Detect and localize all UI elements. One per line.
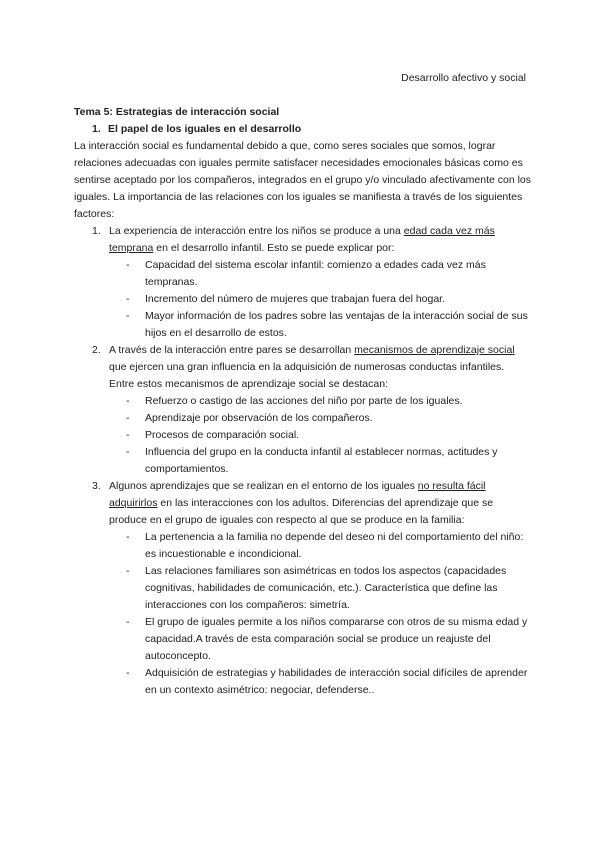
intro-paragraph: La interacción social es fundamental debido a que, como seres sociales que somos, lograr relaciones adecuadas con iguales permite satisfacer necesidades emocionales básicas como es sentirse aceptado por los compañeros, integrados en el grupo y/o vinculado afectivamente con los iguales. La importancia de las relaciones con los iguales se manifiesta a través de los siguientes factores: bbox=[74, 140, 532, 220]
item-text-end: que ejercen una gran influencia en la adquisición de numerosas conductas infantiles. Entre estos mecanismos de aprendizaje social se destacan: bbox=[109, 361, 505, 390]
item-text-start: La experiencia de interacción entre los niños se produce a una bbox=[109, 225, 404, 237]
bullet-item bbox=[126, 427, 532, 444]
dash-marker: - bbox=[126, 446, 130, 458]
dash-marker: - bbox=[126, 310, 130, 322]
bullet-text: El grupo de iguales permite a los niños compararse con otros de su misma edad y capacidad.A través de esta comparación social se produce un reajuste del autoconcepto. bbox=[145, 616, 528, 662]
bullet-text: La pertenencia a la familia no depende del deseo ni del comportamiento del niño: es incuestionable e incondicional. bbox=[145, 531, 524, 560]
bullet-item bbox=[126, 393, 532, 410]
bullet-item bbox=[126, 444, 532, 478]
bullet-item bbox=[126, 614, 532, 665]
bullet-text: Adquisición de estrategias y habilidades de interacción social difíciles de aprender en un contexto asimétrico: negociar, defenderse.. bbox=[145, 667, 528, 696]
item-number: 1. bbox=[92, 225, 101, 237]
item-text-end: en el desarrollo infantil. Esto se puede explicar por: bbox=[153, 242, 395, 254]
document-body bbox=[74, 104, 532, 699]
dash-marker: - bbox=[126, 395, 130, 407]
bullet-text: Capacidad del sistema escolar infantil: comienzo a edades cada vez más tempranas. bbox=[145, 259, 486, 288]
underlined-phrase: edad cada vez más temprana bbox=[109, 225, 495, 254]
bullet-item bbox=[126, 308, 532, 342]
section-number: 1. bbox=[92, 123, 101, 135]
topic-title: Tema 5: Estrategias de interacción social bbox=[74, 106, 280, 118]
item-text bbox=[109, 223, 532, 257]
bullet-text: Refuerzo o castigo de las acciones del niño por parte de los iguales. bbox=[145, 395, 463, 407]
bullet-item bbox=[126, 257, 532, 291]
dash-marker: - bbox=[126, 531, 130, 543]
underlined-phrase: no resulta fácil adquirirlos bbox=[109, 480, 486, 509]
numbered-item bbox=[92, 223, 532, 342]
item-text bbox=[109, 342, 532, 393]
item-text bbox=[109, 478, 532, 529]
numbered-item bbox=[92, 342, 532, 478]
bullet-text: Incremento del número de mujeres que trabajan fuera del hogar. bbox=[145, 293, 446, 305]
item-number: 3. bbox=[92, 480, 101, 492]
dash-marker: - bbox=[126, 259, 130, 271]
bullet-text: Aprendizaje por observación de los compañeros. bbox=[145, 412, 373, 424]
bullet-item bbox=[126, 563, 532, 614]
dash-marker: - bbox=[126, 412, 130, 424]
underlined-phrase: mecanismos de aprendizaje social bbox=[354, 344, 515, 356]
bullet-item bbox=[126, 291, 532, 308]
bullet-item bbox=[126, 529, 532, 563]
bullet-text: Influencia del grupo en la conducta infantil al establecer normas, actitudes y comportamientos. bbox=[145, 446, 498, 475]
bullet-item bbox=[126, 665, 532, 699]
item-text-start: Algunos aprendizajes que se realizan en el entorno de los iguales bbox=[109, 480, 418, 492]
bullet-text: Procesos de comparación social. bbox=[145, 429, 300, 441]
running-header: Desarrollo afectivo y social bbox=[401, 72, 526, 84]
item-text-end: en las interacciones con los adultos. Diferencias del aprendizaje que se produce en el grupo de iguales con respecto al que se produce en la familia: bbox=[109, 497, 494, 526]
numbered-item bbox=[92, 478, 532, 699]
bullet-item bbox=[126, 410, 532, 427]
dash-marker: - bbox=[126, 616, 130, 628]
item-number: 2. bbox=[92, 344, 101, 356]
bullet-text: Las relaciones familiares son asimétricas en todos los aspectos (capacidades cognitivas, habilidades de comunicación, etc.). Característica que define las interacciones con los compañeros: simetría. bbox=[145, 565, 507, 611]
section-label: El papel de los iguales en el desarrollo bbox=[108, 123, 302, 135]
bullet-text: Mayor información de los padres sobre las ventajas de la interacción social de sus hijos en el desarrollo de estos. bbox=[145, 310, 528, 339]
dash-marker: - bbox=[126, 429, 130, 441]
section-heading bbox=[92, 121, 532, 138]
dash-marker: - bbox=[126, 565, 130, 577]
item-text-start: A través de la interacción entre pares se desarrollan bbox=[109, 344, 355, 356]
dash-marker: - bbox=[126, 293, 130, 305]
dash-marker: - bbox=[126, 667, 130, 679]
